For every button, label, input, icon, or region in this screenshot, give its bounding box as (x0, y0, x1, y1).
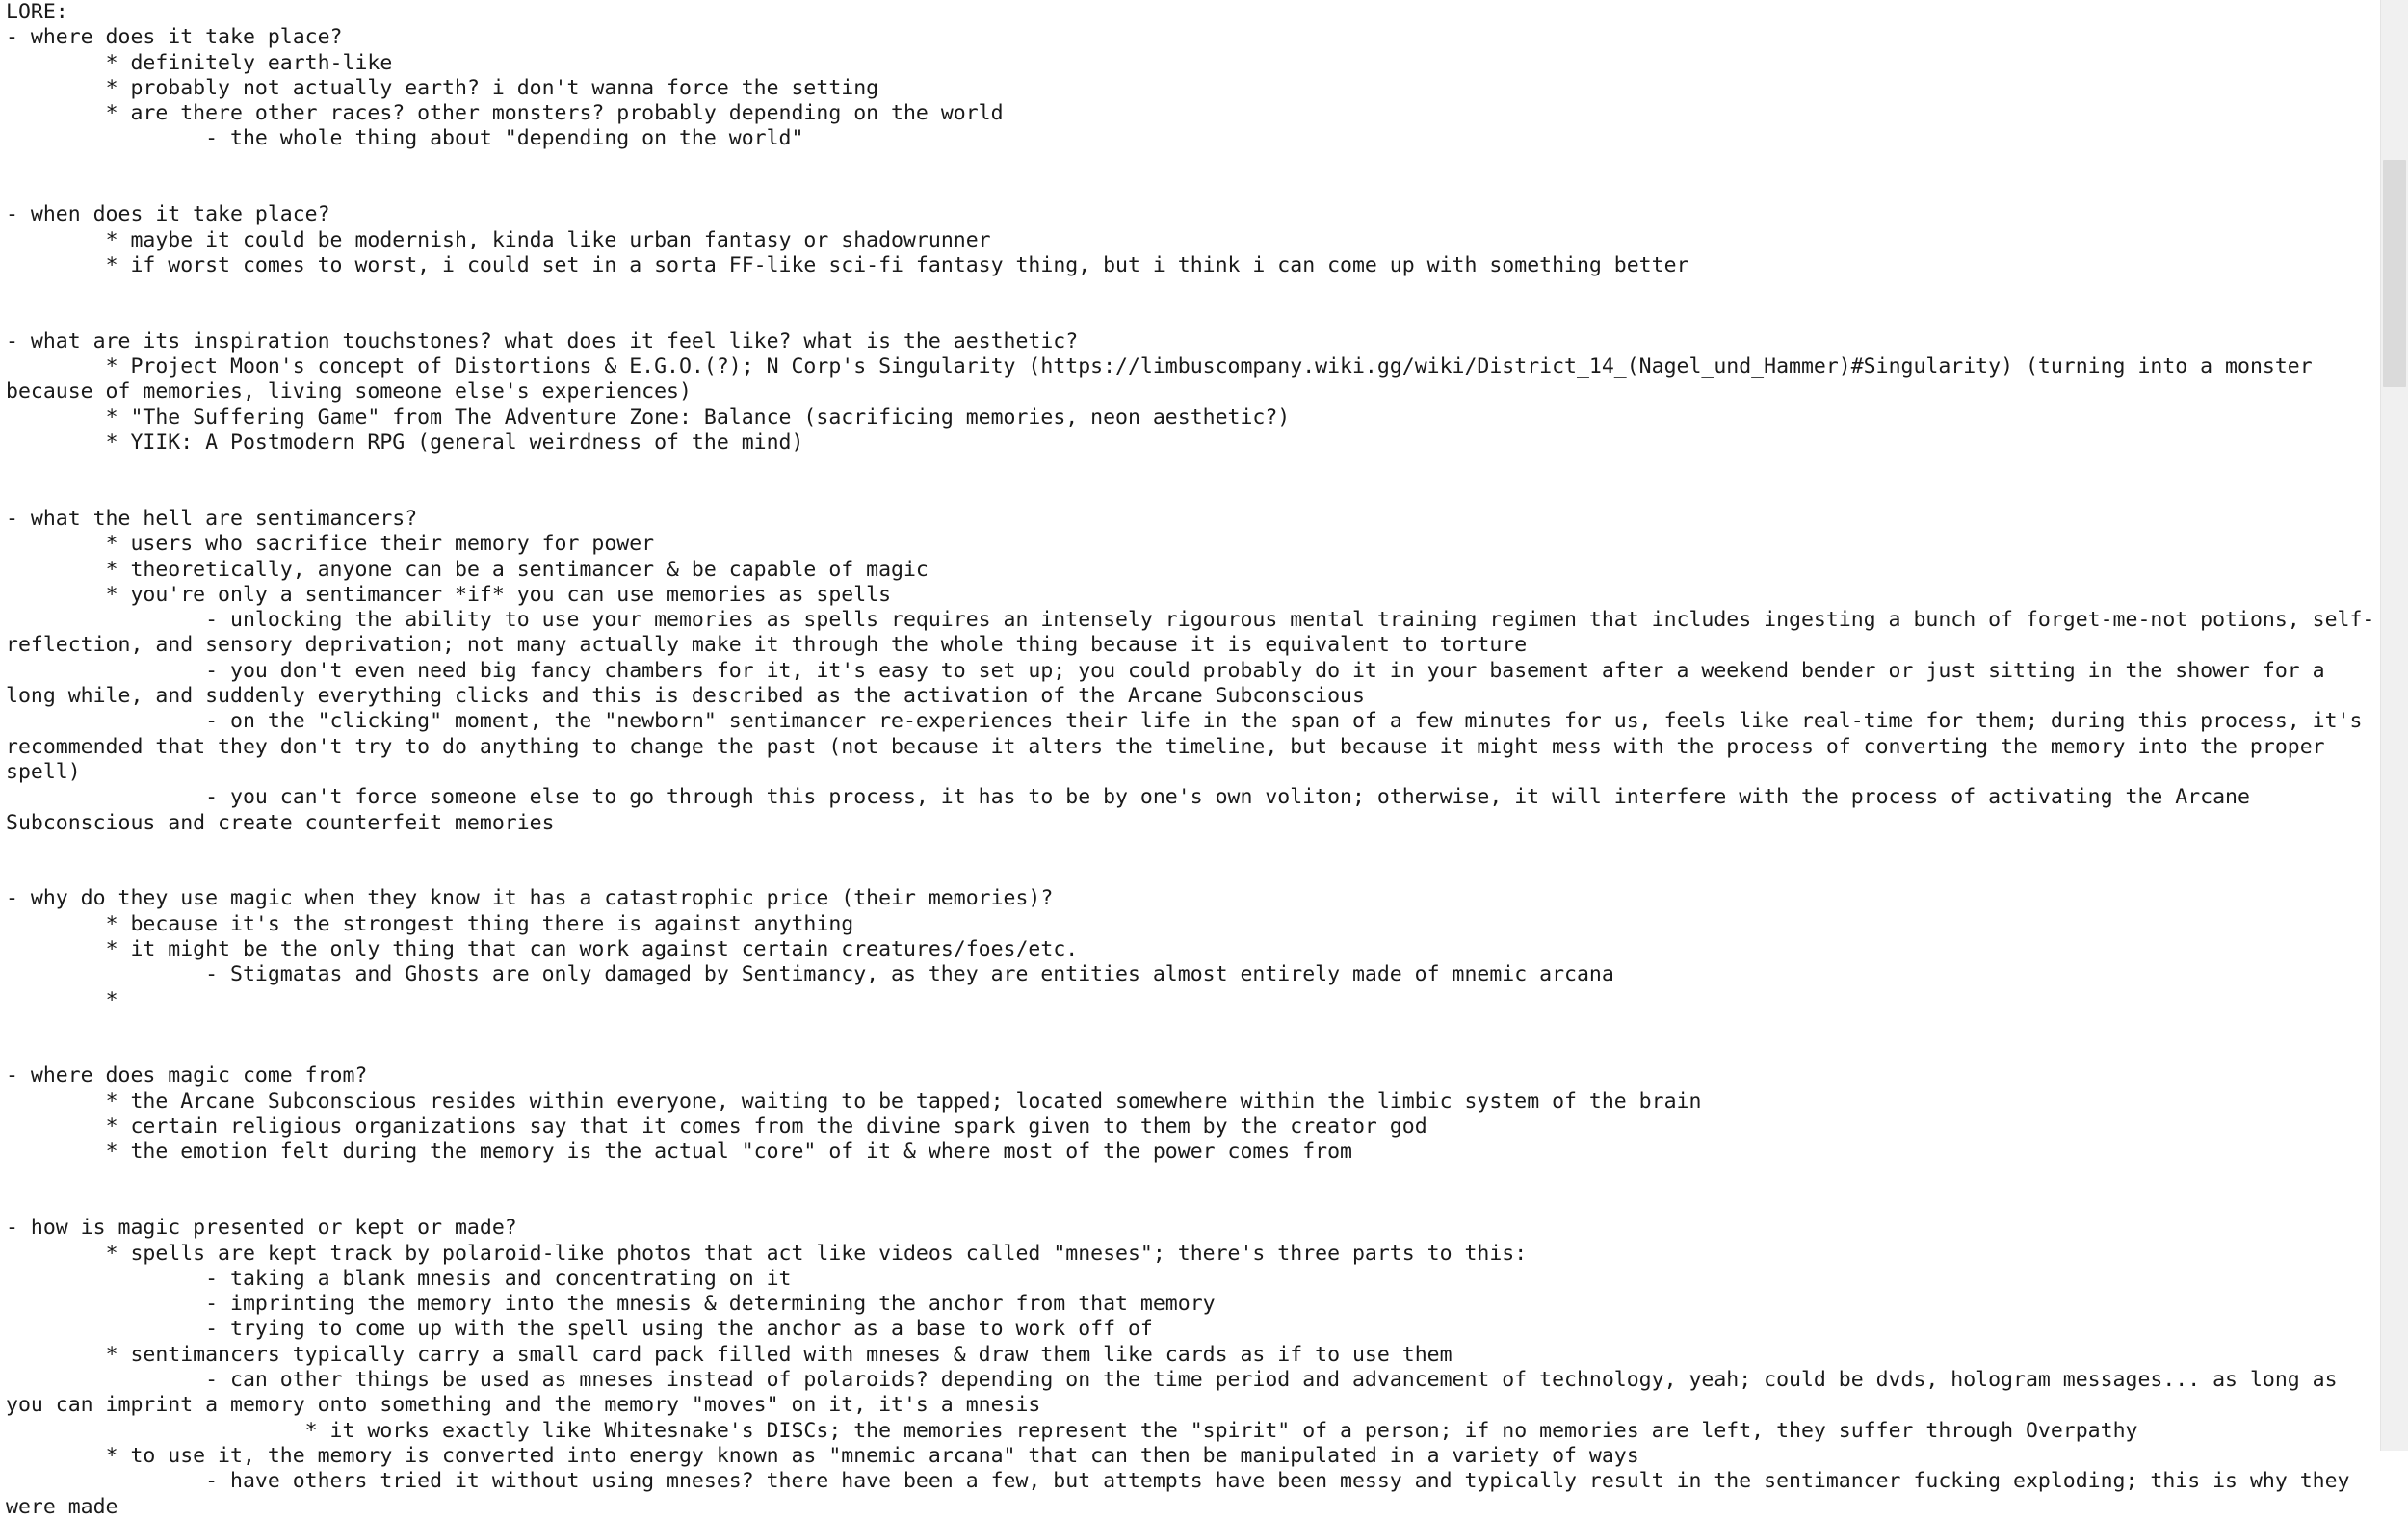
scrollbar-thumb[interactable] (2383, 160, 2406, 387)
text-line: - you don't even need big fancy chambers for it, it's easy to set up; you could probably do it in your basement after a weekend bender or just sitting in the shower for a long while, and suddenly everything clicks and this is described as the activation of the Arcane Subconscious (6, 658, 2338, 709)
blank-line (6, 1166, 2381, 1191)
text-line: * the emotion felt during the memory is the actual "core" of it & where most of the power comes from (6, 1140, 1352, 1165)
blank-line (6, 456, 2381, 481)
text-line: - how is magic presented or kept or made? (6, 1216, 517, 1241)
text-line: * if worst comes to worst, i could set in a sorta FF-like sci-fi fantasy thing, but i think i can come up with something better (6, 252, 1689, 277)
text-line: * you're only a sentimancer *if* you can use memories as spells (6, 582, 892, 607)
blank-line (6, 1013, 2381, 1038)
text-line: - when does it take place? (6, 202, 330, 227)
blank-line (6, 861, 2381, 886)
text-line: - where does magic come from? (6, 1063, 368, 1088)
text-line: * users who sacrifice their memory for power (6, 532, 655, 557)
text-line: * theoretically, anyone can be a sentimancer & be capable of magic (6, 557, 929, 582)
text-line: * to use it, the memory is converted into energy known as "mnemic arcana" that can then be manipulated in a variety of ways (6, 1443, 1639, 1468)
text-line: * certain religious organizations say that it comes from the divine spark given to them by the creator god (6, 1114, 1427, 1140)
text-line: - where does it take place? (6, 25, 343, 50)
text-line: * the Arcane Subconscious resides within everyone, waiting to be tapped; located somewhere within the limbic system of the brain (6, 1088, 1702, 1114)
text-line: * Project Moon's concept of Distortions & E.G.O.(?); N Corp's Singularity (https://limbuscompany.wiki.gg/wiki/District_14_(Nagel_und_Hammer)#Singularity) (turning into a monster because of memories, living someone else's experiences) (6, 354, 2325, 405)
text-line: * definitely earth-like (6, 50, 393, 75)
blank-line (6, 1038, 2381, 1063)
text-line: LORE: (6, 0, 68, 24)
blank-line (6, 1191, 2381, 1216)
text-line: * sentimancers typically carry a small card pack filled with mneses & draw them like cards as if to use them (6, 1342, 1453, 1367)
text-line: - the whole thing about "depending on the world" (6, 126, 804, 151)
blank-line (6, 482, 2381, 507)
blank-line (6, 278, 2381, 303)
text-line: * maybe it could be modernish, kinda like urban fantasy or shadowrunner (6, 227, 991, 252)
text-line: * it works exactly like Whitesnake's DISCs; the memories represent the "spirit" of a person; if no memories are left, they suffer through Overpathy (6, 1418, 2138, 1443)
text-line: * probably not actually earth? i don't wanna force the setting (6, 75, 879, 100)
vertical-scrollbar[interactable] (2380, 0, 2408, 1451)
text-line: * "The Suffering Game" from The Adventure Zone: Balance (sacrificing memories, neon aesthetic?) (6, 405, 1291, 430)
text-line: - imprinting the memory into the mnesis & determining the anchor from that memory (6, 1292, 1216, 1317)
text-line: * YIIK: A Postmodern RPG (general weirdness of the mind) (6, 431, 804, 456)
text-line: * spells are kept track by polaroid-like photos that act like videos called "mneses"; there's three parts to this: (6, 1241, 1528, 1266)
text-line: * (6, 987, 118, 1012)
text-line: - on the "clicking" moment, the "newborn" sentimancer re-experiences their life in the span of a few minutes for us, feels like real-time for them; during this process, it's recommended that they don't try to do anything to change the past (not because it alters the timeline, but because it might mess with the process of converting the memory into the proper spell) (6, 709, 2375, 784)
blank-line (6, 304, 2381, 329)
text-line: * are there other races? other monsters? probably depending on the world (6, 101, 1004, 126)
text-line: - why do they use magic when they know it has a catastrophic price (their memories)? (6, 886, 1054, 911)
text-line: - you can't force someone else to go through this process, it has to be by one's own voliton; otherwise, it will interfere with the process of activating the Arcane Subconscious and create counterfeit memories (6, 785, 2263, 835)
text-line: - what the hell are sentimancers? (6, 506, 418, 531)
text-line: - unlocking the ability to use your memories as spells requires an intensely rigourous mental training regimen that includes ingesting a bunch of forget-me-not potions, self-reflection, and sensory deprivation; not many actually make it through the whole thing because it is equivalent to torture (6, 608, 2375, 658)
blank-line (6, 152, 2381, 177)
text-line: * it might be the only thing that can work against certain creatures/foes/etc. (6, 936, 1079, 961)
text-line: - what are its inspiration touchstones? what does it feel like? what is the aesthetic? (6, 328, 1079, 354)
text-line: - taking a blank mnesis and concentrating on it (6, 1266, 792, 1291)
blank-line (6, 177, 2381, 202)
text-line: - can other things be used as mneses instead of polaroids? depending on the time period and advancement of technology, yeah; could be dvds, hologram messages... as long as you can imprint a memory onto something and the memory "moves" on it, it's a mnesis (6, 1368, 2350, 1418)
text-line: * because it's the strongest thing there is against anything (6, 911, 854, 936)
text-line: - have others tried it without using mneses? there have been a few, but attempts have been messy and typically result in the sentimancer fucking exploding; this is why they were made (6, 1469, 2363, 1519)
blank-line (6, 836, 2381, 861)
text-line: - Stigmatas and Ghosts are only damaged by Sentimancy, as they are entities almost entirely made of mnemic arcana (6, 962, 1614, 987)
text-line: - trying to come up with the spell using the anchor as a base to work off of (6, 1317, 1153, 1342)
